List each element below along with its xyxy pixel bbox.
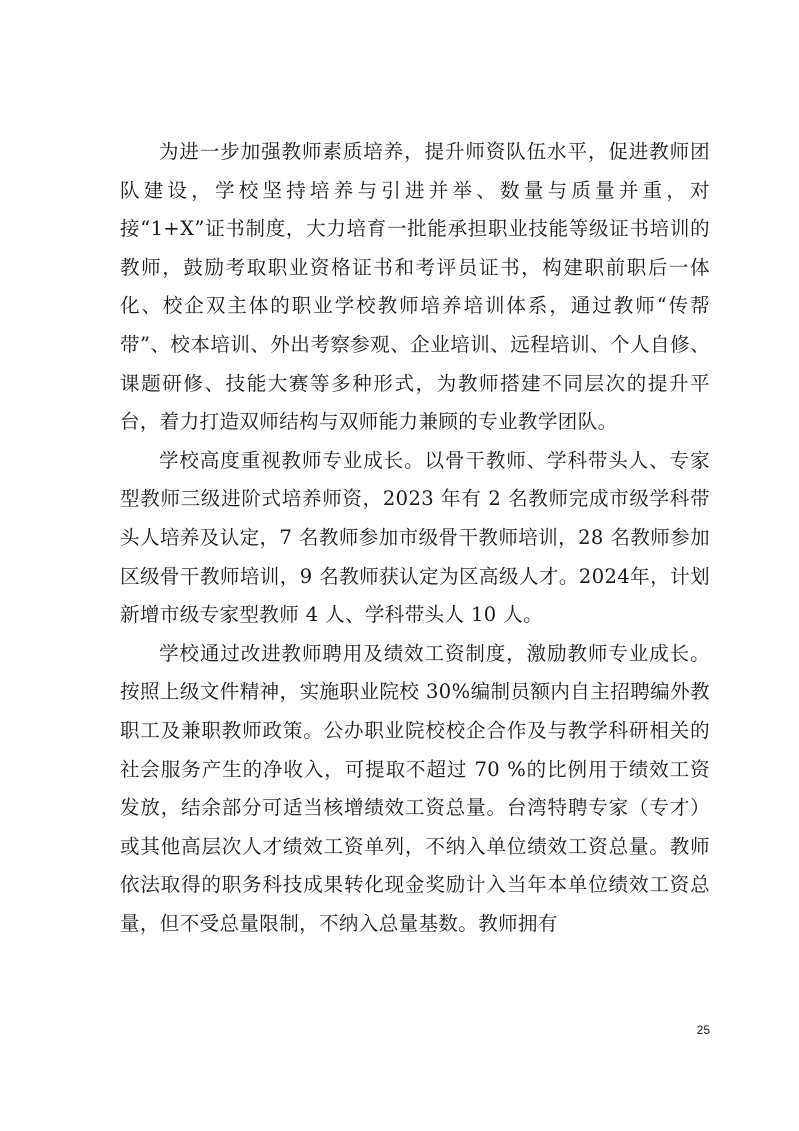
- paragraph-teacher-training: 为进一步加强教师素质培养，提升师资队伍水平，促进教师团队建设，学校坚持培养与引进并举、数量与质量并重，对接“1+X”证书制度，大力培育一批能承担职业技能等级证书培训的教师，鼓励考取职业资格证书和考评员证书，构建职前职后一体化、校企双主体的职业学校教师培养培训体系，通过教师“传帮带”、校本培训、外出考察参观、企业培训、远程培训、个人自修、课题研修、技能大赛等多种形式，为教师搭建不同层次的提升平台，着力打造双师结构与双师能力兼顾的专业教学团队。: [120, 140, 710, 434]
- paragraph-professional-growth: 学校高度重视教师专业成长。以骨干教师、学科带头人、专家型教师三级进阶式培养师资，2023 年有 2 名教师完成市级学科带头人培养及认定，7 名教师参加市级骨干教师培训，28 名教师参加区级骨干教师培训，9 名教师获认定为区高级人才。2024年，计划新增市级专家型教师 4 人、学科带头人 10 人。: [120, 448, 710, 627]
- paragraph-recruitment-pay: 学校通过改进教师聘用及绩效工资制度，激励教师专业成长。按照上级文件精神，实施职业院校 30%编制员额内自主招聘编外教职工及兼职教师政策。公办职业院校校企合作及与教学科研相关的社会服务产生的净收入，可提取不超过 70 %的比例用于绩效工资发放，结余部分可适当核增绩效工资总量。台湾特聘专家（专才）或其他高层次人才绩效工资单列，不纳入单位绩效工资总量。教师依法取得的职务科技成果转化现金奖励计入当年本单位绩效工资总量，但不受总量限制，不纳入总量基数。教师拥有: [120, 641, 710, 935]
- body-text: [120, 133, 710, 943]
- page-number: 25: [696, 1023, 710, 1037]
